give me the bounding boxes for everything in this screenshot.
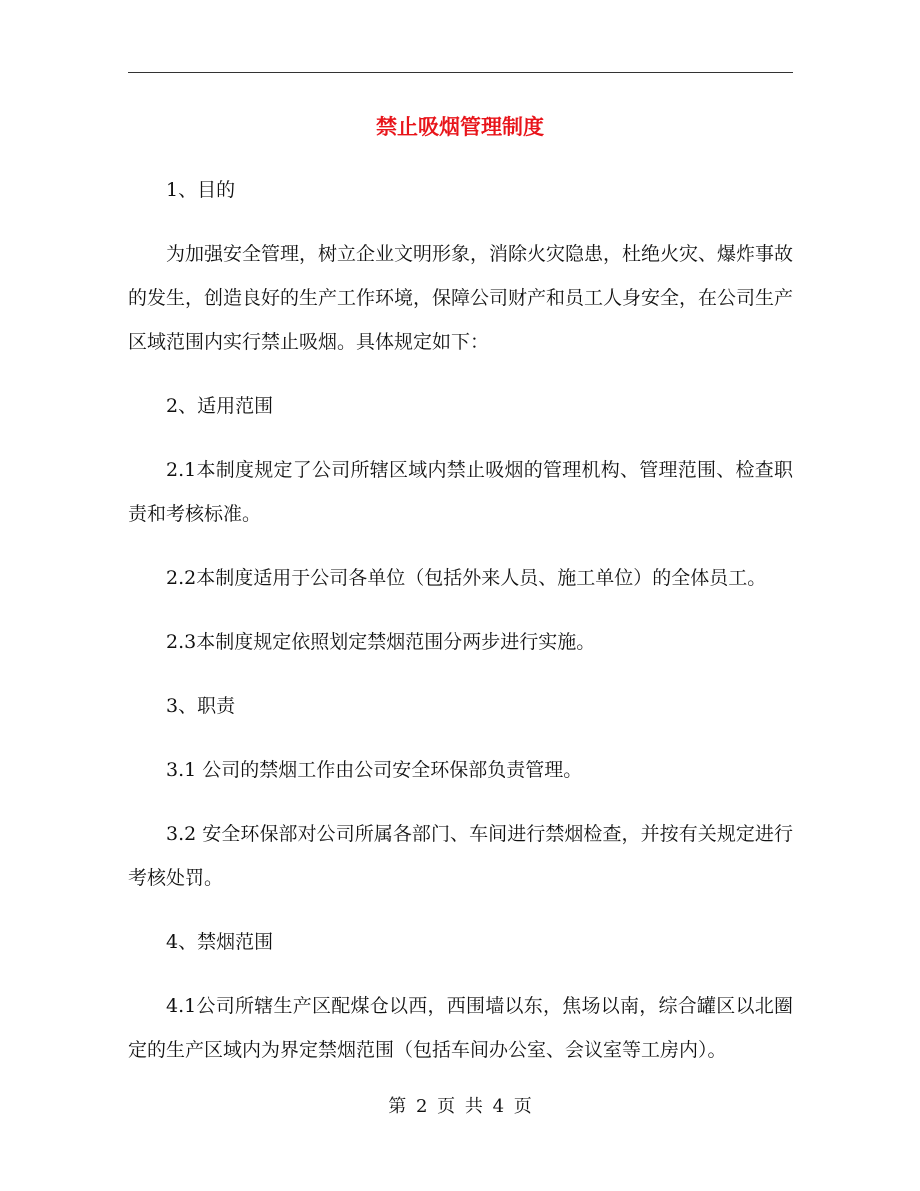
section-heading-duties: 3、职责 [166,695,236,717]
paragraph-2-1: 2.1本制度规定了公司所辖区域内禁止吸烟的管理机构、管理范围、检查职责和考核标准。 [128,459,793,525]
section-heading-no-smoking-area: 4、禁烟范围 [166,931,274,953]
paragraph-3-2: 3.2 安全环保部对公司所属各部门、车间进行禁烟检查，并按有关规定进行考核处罚。 [128,823,793,889]
page-number: 第 2 页 共 4 页 [388,1096,532,1117]
header-rule [128,72,793,73]
document-body [128,168,793,1092]
document-title: 禁止吸烟管理制度 [376,115,544,139]
paragraph-2-3: 2.3本制度规定依照划定禁烟范围分两步进行实施。 [166,631,596,653]
paragraph-2-2: 2.2本制度适用于公司各单位（包括外来人员、施工单位）的全体员工。 [166,567,767,589]
section-heading-purpose: 1、目的 [166,179,236,201]
paragraph-3-1: 3.1 公司的禁烟工作由公司安全环保部负责管理。 [166,759,583,781]
section-heading-scope: 2、适用范围 [166,395,274,417]
paragraph-4-1: 4.1公司所辖生产区配煤仓以西，西围墙以东，焦场以南，综合罐区以北圈定的生产区域内为界定禁烟范围（包括车间办公室、会议室等工房内）。 [128,995,793,1061]
paragraph-purpose: 为加强安全管理，树立企业文明形象，消除火灾隐患，杜绝火灾、爆炸事故的发生，创造良好的生产工作环境，保障公司财产和员工人身安全，在公司生产区域范围内实行禁止吸烟。具体规定如下： [128,243,794,353]
